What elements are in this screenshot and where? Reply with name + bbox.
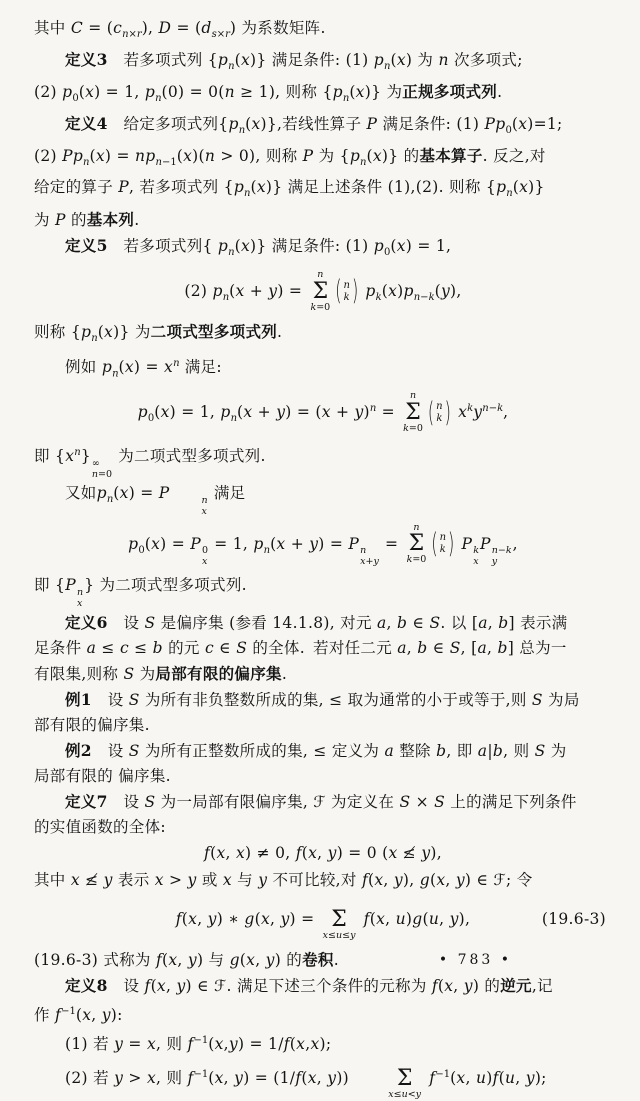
display-formula-incidence-condition: f(x, x) ≠ 0, f(x, y) = 0 (x ≰ y), [204, 844, 442, 863]
text-line: (2) $Pp_n(x) = np_{n-1}(x)(n > 0)$, 则称 P 为 $\{p_n(x)\}$ 的基本算子. 反之,对 [34, 146, 546, 169]
text-line: 即 $\{x^n\}$ ∞ n=0 为二项式型多项式列. [34, 446, 266, 480]
text-line: 给定的算子 P, 若多项式列 $\{p_n(x)\}$ 满足上述条件 (1),(2). 则称 $\{p_n(x)\}$ [34, 178, 545, 200]
inverse-case-1-line: (1) 若 y = x, 则 $f^{-1}(x,y) = 1/f(x,x)$; [65, 1034, 332, 1054]
text-line: 即 {P n x } 为二项式型多项式列. [34, 576, 247, 610]
definition-5-line: 定义5 若多项式列{ $p_n(x)$} 满足条件: (1) $p_0(x) = 1$, [65, 235, 452, 258]
inverse-case-2-line: (2) 若 y > x, 则 $f^{-1}(x$, y) = (1/f(x, y)) Σ x≤u<y $f^{-1}(x$, u)f(u, y); [65, 1066, 547, 1101]
text-line: 足条件 a ≤ c ≤ b 的元 c ∈ S 的全体. 若对任二元 a, b ∈ S, [a, b] 总为一 [34, 639, 567, 658]
page-number: • 783 • [438, 952, 512, 968]
text-line: 为 P 的基本列. [34, 209, 140, 229]
definition-7-line: 定义7 设 S 为一局部有限偏序集, ℱ 为定义在 S × S 上的满足下列条件 [65, 792, 577, 812]
text-line: 的实值函数的全体: [34, 818, 166, 837]
example-2-line: 例2 设 S 为所有正整数所成的集, ≤ 定义为 a 整除 b, 即 a|b, 则 S 为 [65, 741, 567, 761]
example-1-line: 例1 设 S 为所有非负整数所成的集, ≤ 取为通常的小于或等于,则 S 为局 [65, 690, 580, 710]
text-line: 作 $f^{-1}(x$, y): [34, 1005, 123, 1024]
text-line: (19.6-3) 式称为 f(x, y) 与 g(x, y) 的卷积. [34, 949, 339, 969]
example-Pn-line: 又如$p_n(x) = P$ n x 满足 [65, 483, 246, 517]
example-xn-line: 例如 $p_n(x) = x^n$ 满足: [65, 357, 222, 379]
text-line: 则称 $\{p_n(x)\}$ 为二项式型多项式列. [34, 321, 283, 344]
text-line: 其中 x ≰ y 表示 x > y 或 x 与 y 不可比较,对 f(x, y), g(x, y) ∈ ℱ; 令 [34, 870, 533, 889]
text-line: 有限集,则称 S 为局部有限的偏序集. [34, 664, 288, 684]
definition-3-line: 定义3 若多项式列 $\{p_n(x)\}$ 满足条件: (1) $p_n(x)$ 为 n 次多项式; [65, 50, 523, 73]
definition-6-line: 定义6 设 S 是偏序集 (参看 14.1.8), 对元 a, b ∈ S. 以 [a, b] 表示满 [65, 613, 568, 633]
display-formula-convolution-19-6-3: f(x, y) ∗ g(x, y) = Σ x≤u≤y f(x, u)g(u, y), (19.6-3) [175, 906, 606, 941]
display-formula-Pn: $p_0(x) = P$ 0 x = 1, $p_n(x + y) = P$ n x+y = n Σ k=0 ( n k ) P k x P n−k y , [128, 521, 518, 568]
text-line: (2) $p_0(x) = 1$, $p_n(0) = 0(n \ge 1)$, 则称 $\{p_n(x)\}$ 为正规多项式列. [34, 82, 503, 105]
text-line: 部有限的偏序集. [34, 716, 150, 735]
text-line: 局部有限的 偏序集. [34, 767, 171, 786]
definition-8-line: 定义8 设 f(x, y) ∈ ℱ. 满足下述三个条件的元称为 f(x, y) 的逆元,记 [65, 975, 553, 995]
text-line: 其中 $C = (c_{n\times r})$, $D = (d_{s\times r})$ 为系数矩阵. [34, 19, 326, 41]
definition-4-line: 定义4 给定多项式列$\{p_n(x)\}$,若线性算子 P 满足条件: (1) $Pp_0(x)=1$; [65, 114, 563, 137]
display-formula-xn: $p_0(x) = 1$, $p_n(x + y) = (x + y)^n$ = n Σ k=0 ( n k ) $x^ky^{n-k}$, [137, 389, 509, 434]
display-formula-binomial-type: (2) $p_n(x + y)$ = n Σ k=0 ( n k ) $p_k(x)p_{n-k}(y)$, [184, 268, 462, 313]
